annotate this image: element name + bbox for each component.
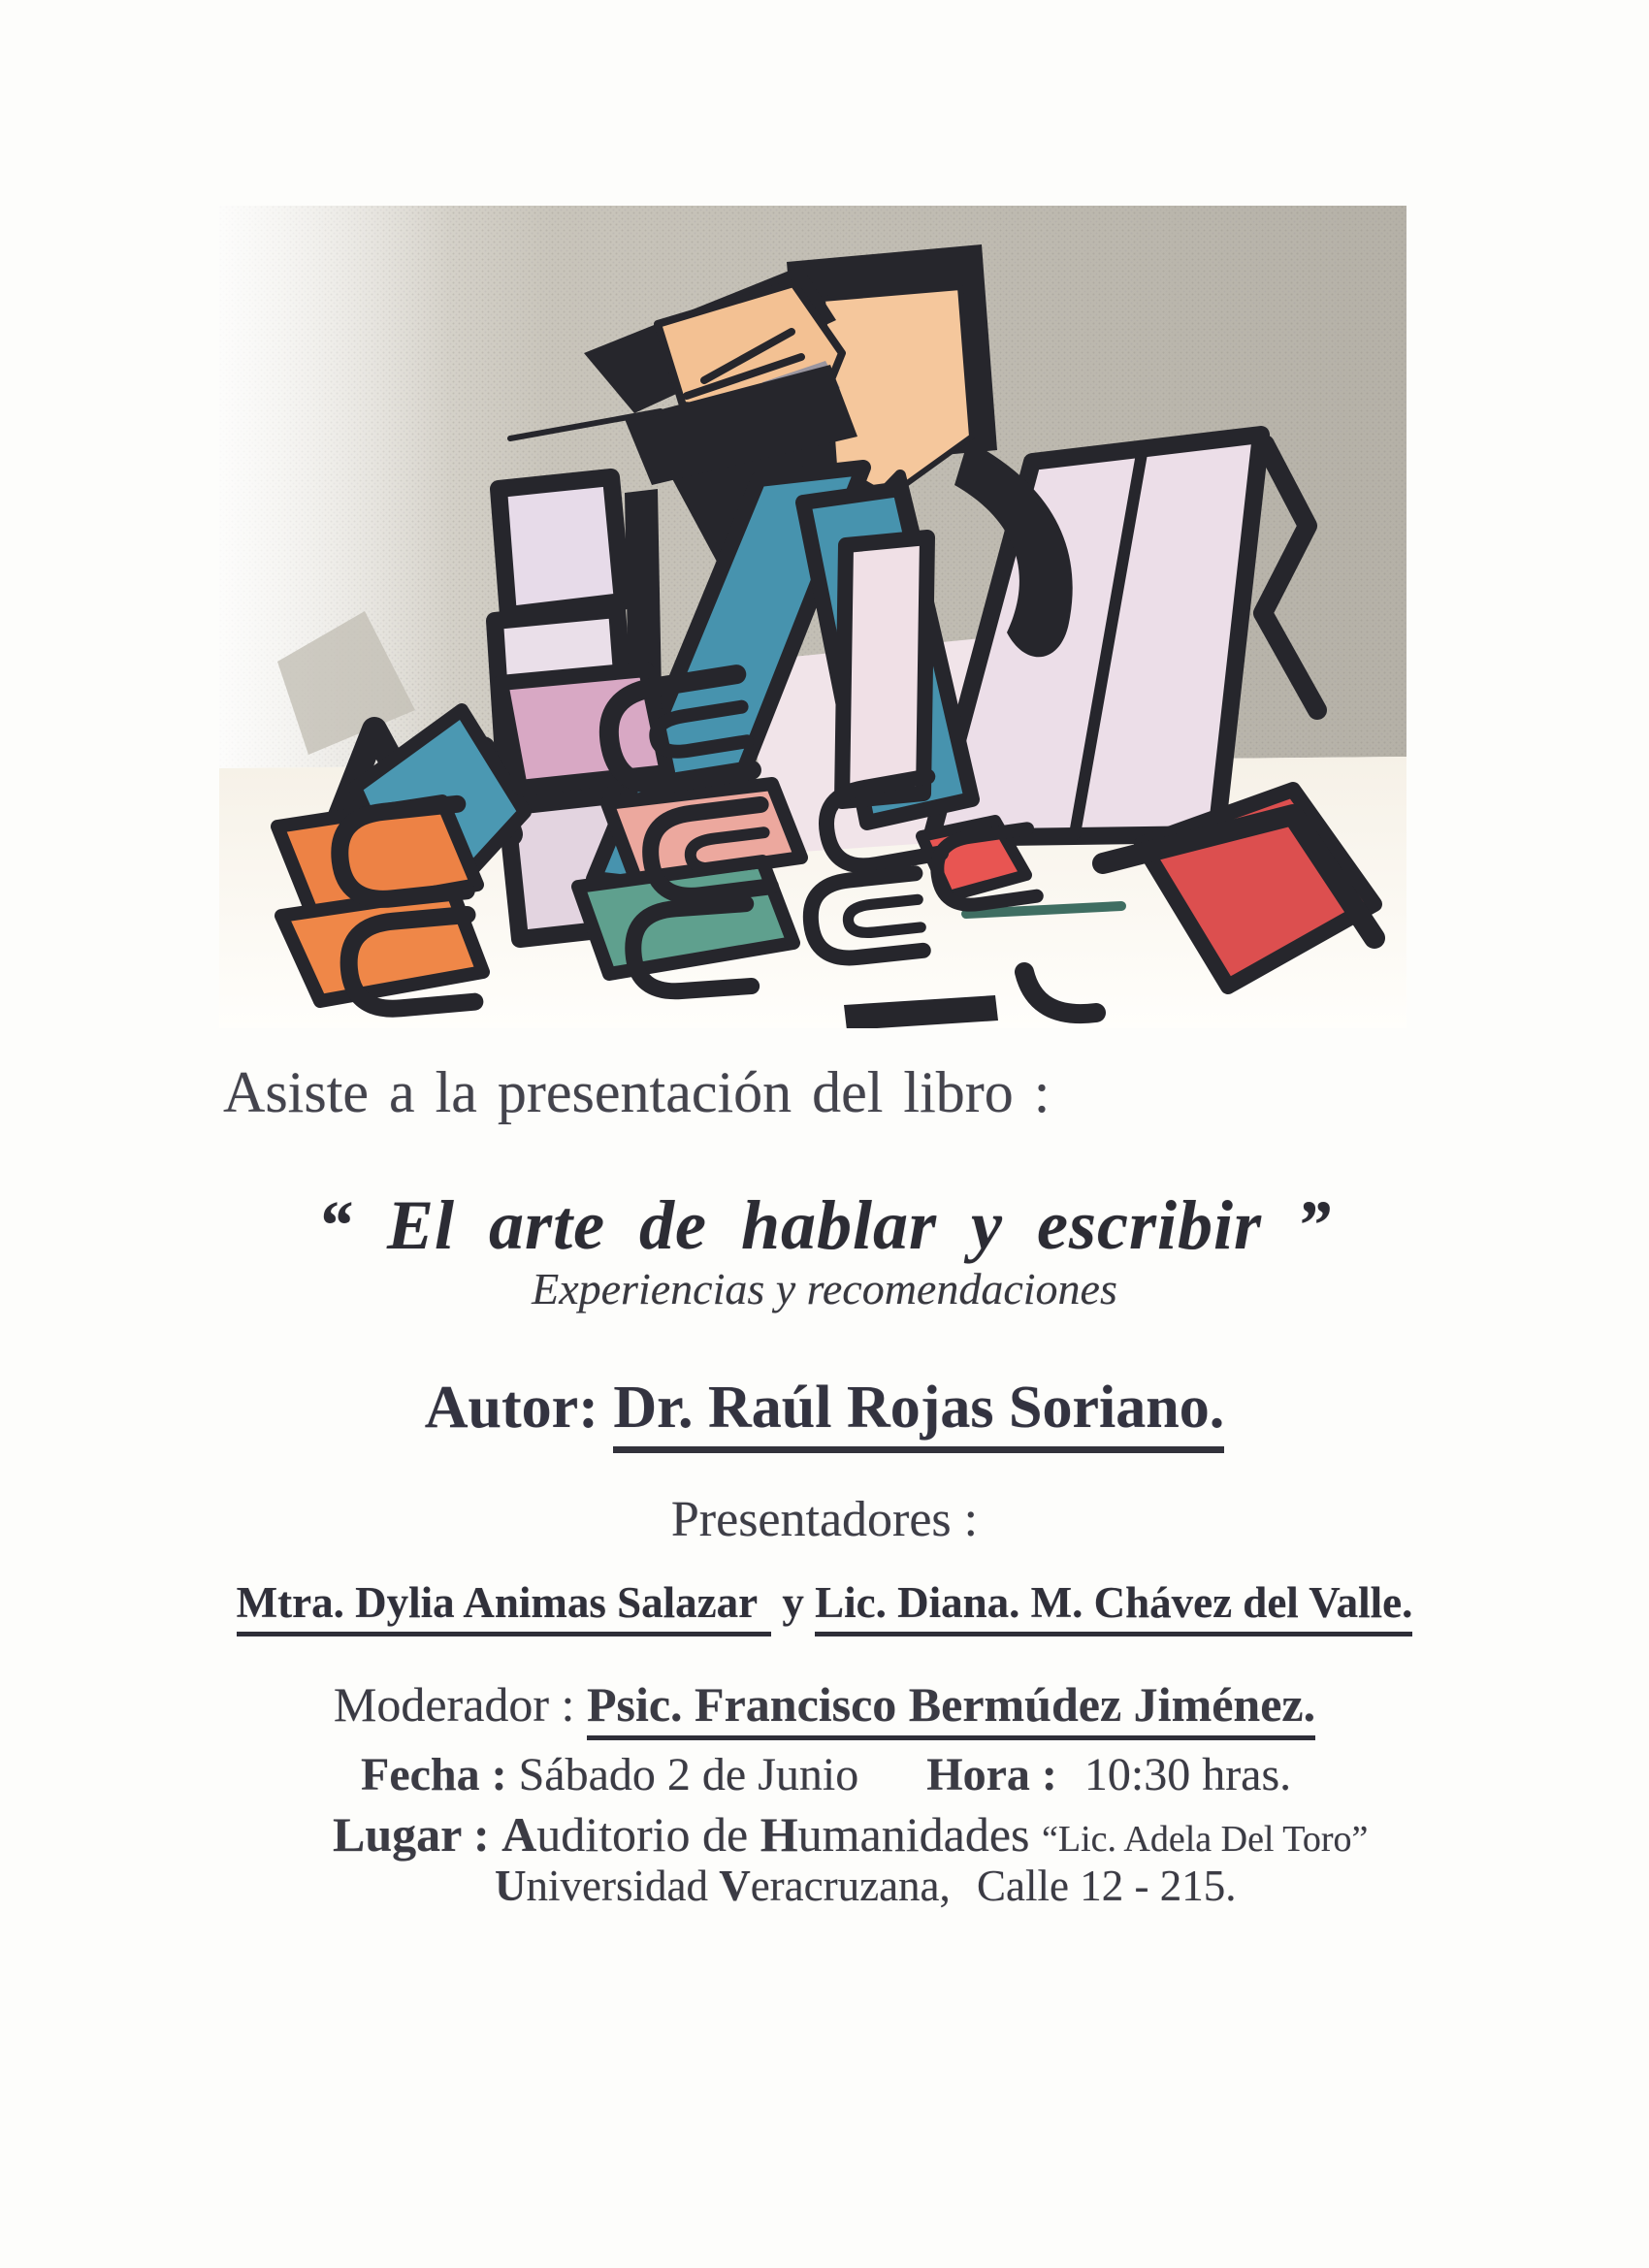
pale-slab [842,537,927,801]
book-title: “ El arte de hablar y escribir ” [317,1186,1332,1264]
street-address: Calle 12 - 215. [977,1862,1237,1910]
venue-hall-quote: “Lic. Adela Del Toro” [1041,1819,1369,1860]
presenter-2: Lic. Diana. M. Chávez del Valle. [815,1578,1412,1636]
presenters-heading: Presentadores : [670,1492,979,1547]
venue-name: Auditorio de Humanidades [501,1807,1030,1862]
author-name: Dr. Raúl Rojas Soriano. [613,1375,1224,1453]
venue-line [333,1807,1369,1862]
presenter-1: Mtra. Dylia Animas Salazar [237,1578,771,1636]
moderator-label: Moderador : [333,1677,575,1732]
reading-figure-illustration [219,206,1406,1028]
schedule-line [361,1749,1292,1800]
moderator-name: Psic. Francisco Bermúdez Jiménez. [587,1677,1315,1740]
invite-line: Asiste a la presentación del libro : [223,1060,1051,1124]
date-value: Sábado 2 de Junio [518,1749,859,1800]
book-subtitle: Experiencias y recomendaciones [532,1264,1117,1313]
author-line [0,1375,1649,1441]
time-value: 10:30 hras. [1083,1749,1292,1800]
presenters-line [0,1578,1649,1627]
university-name: Universidad Veracruzana, [495,1862,951,1910]
author-label: Autor: [424,1375,598,1441]
illustration-canvas [219,206,1406,1028]
presenters-connector: y [782,1578,804,1627]
venue-label: Lugar : [333,1807,490,1862]
date-label: Fecha : [361,1749,507,1800]
venue-line-2 [495,1864,1236,1908]
time-label: Hora : [926,1749,1057,1800]
moderator-line [0,1677,1649,1732]
